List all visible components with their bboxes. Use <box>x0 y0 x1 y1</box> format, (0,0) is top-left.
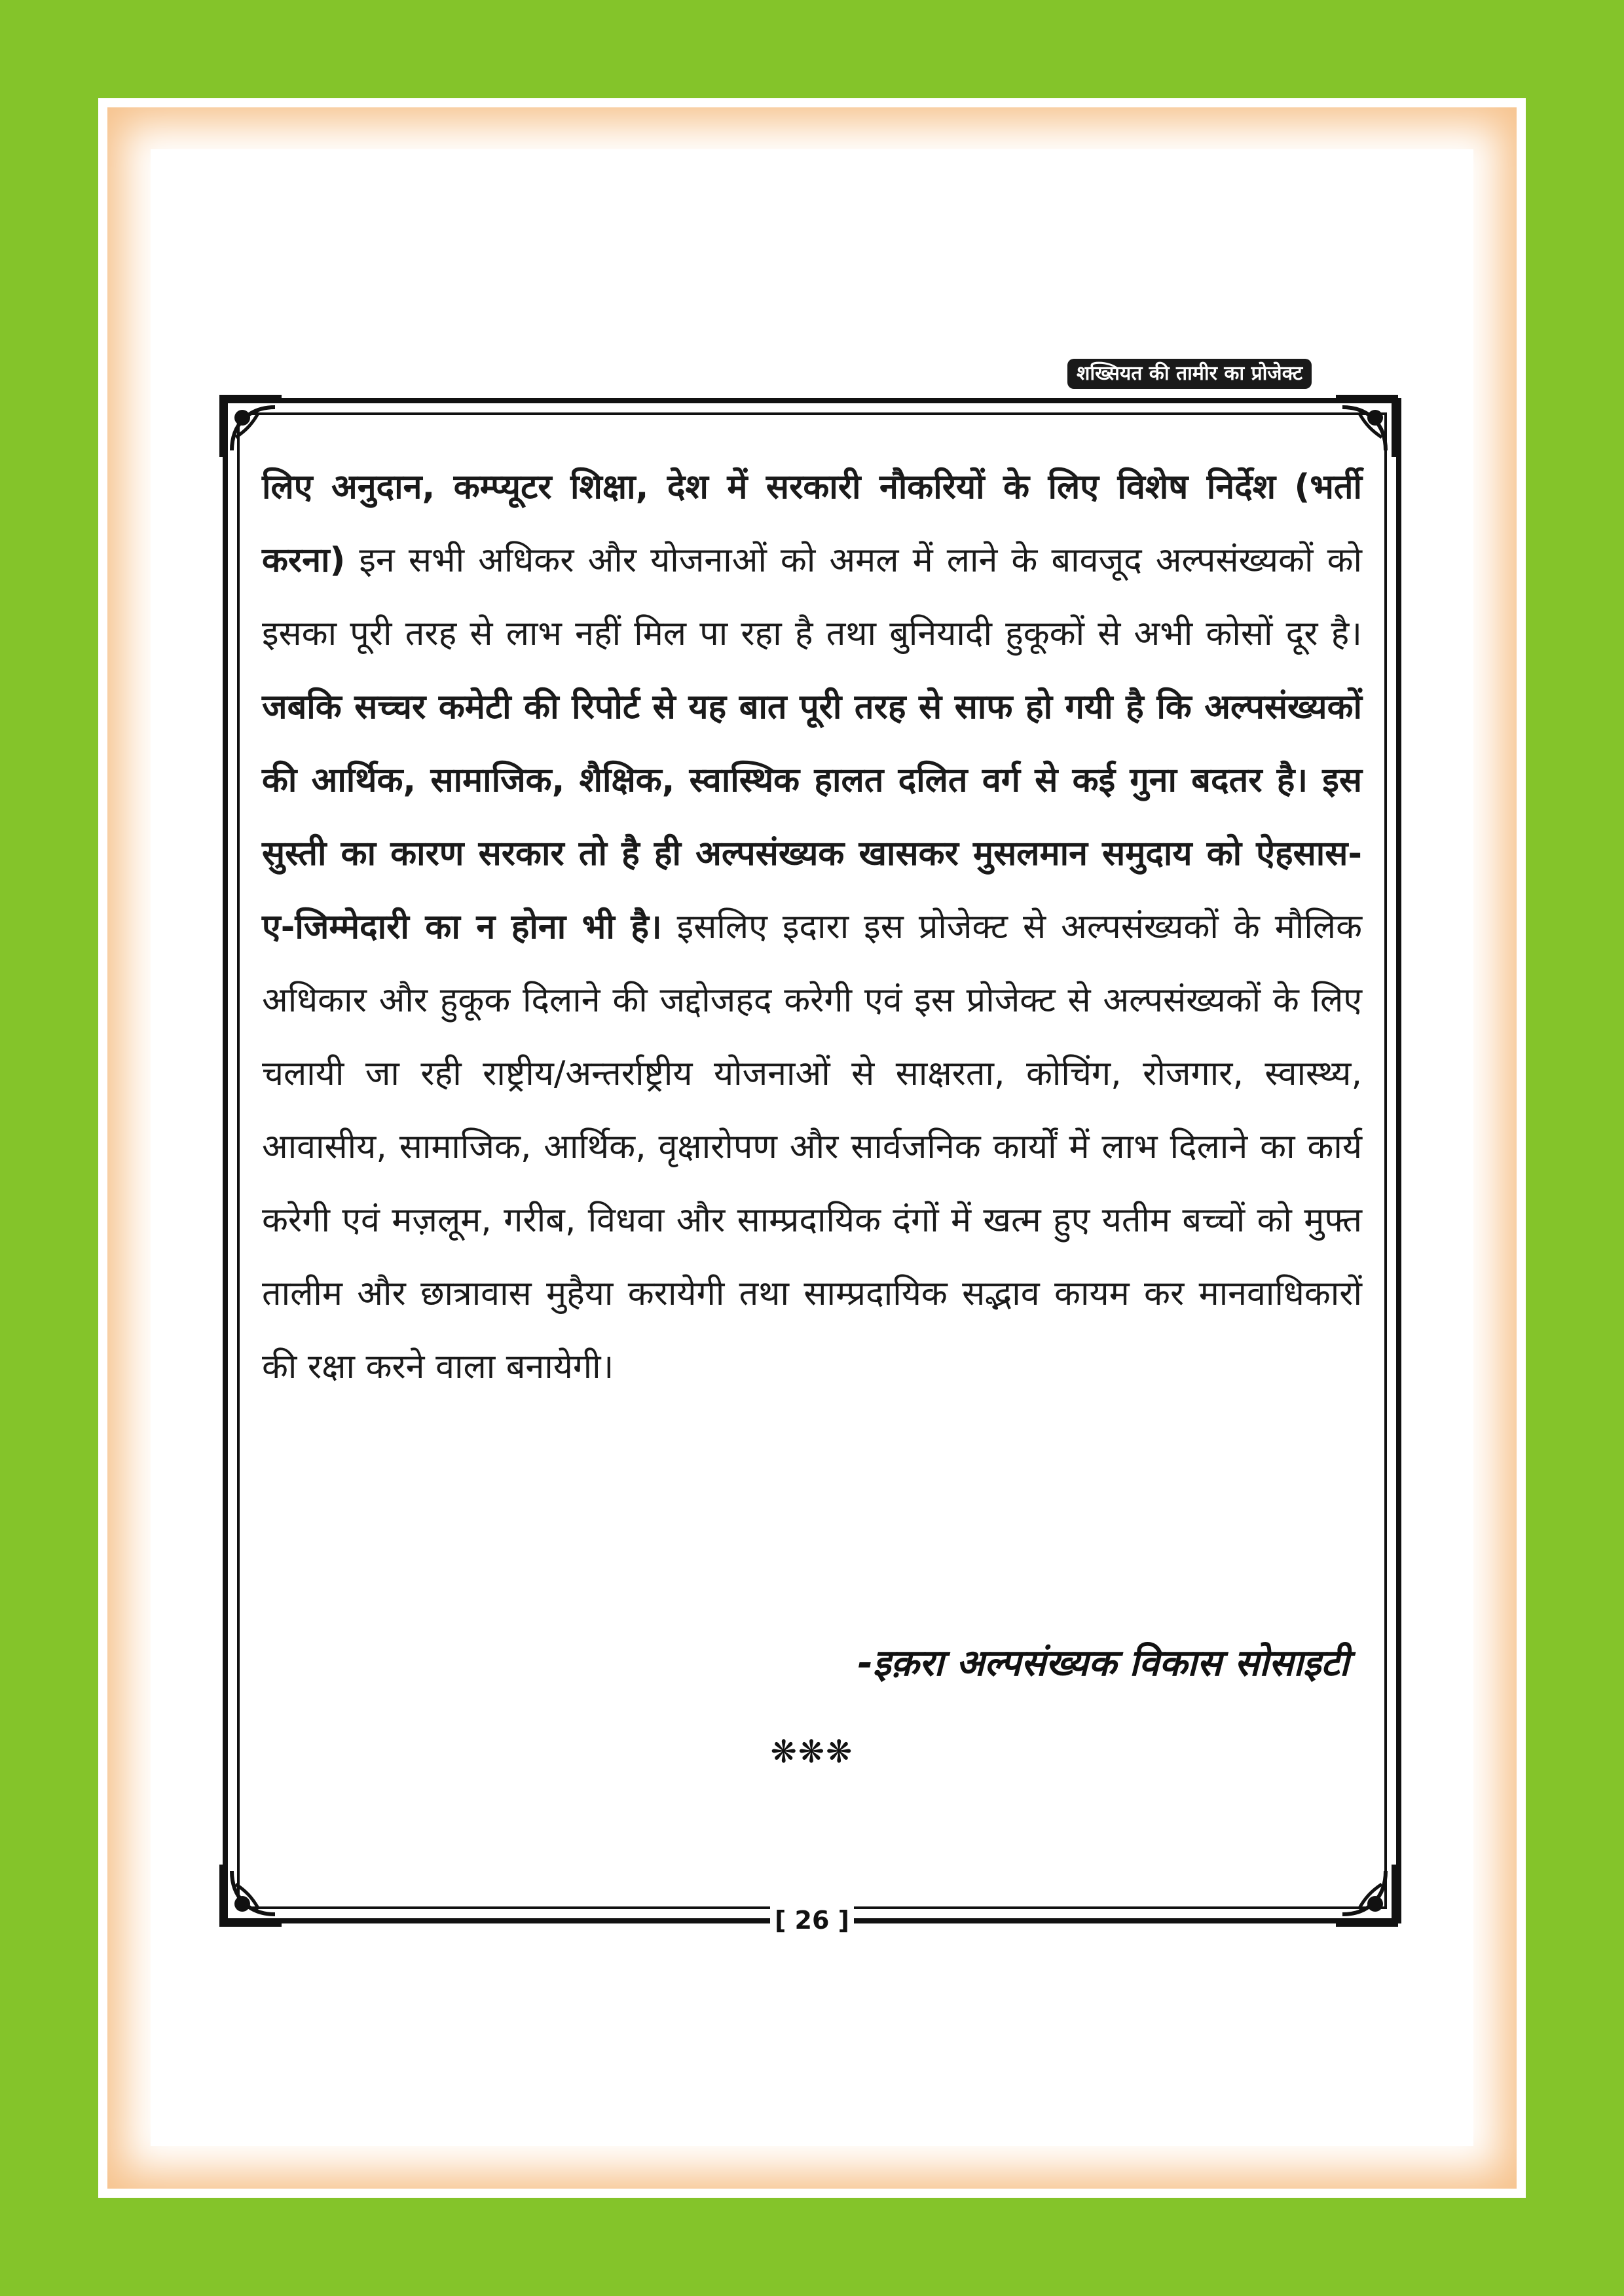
corner-ornament-icon <box>216 1858 288 1930</box>
body-paragraph <box>262 450 1362 1404</box>
running-title: शख्सियत की तामीर का प्रोजेक्ट <box>1067 359 1312 389</box>
body-text-segment: इन सभी अधिकर और योजनाओं को अमल में लाने के बावजूद अल्पसंख्यकों को इसका पूरी तरह से लाभ नहीं मिल पा रहा है तथा बुनियादी हुकूकों से अभी कोसों दूर है। <box>262 541 1362 653</box>
body-bold-statement: जबकि सच्चर कमेटी की रिपोर्ट से यह बात पूरी तरह से साफ हो गयी है कि अल्पसंख्यकों की आर्थिक, सामाजिक, शैक्षिक, स्वास्थिक हालत दलित वर्ग से कई गुना बदतर है। इस सुस्ती का कारण सरकार तो है ही अल्पसंख्यक खासकर मुसलमान समुदाय को ऐहसास-ए-जिम्मेदारी का न होना भी है। <box>262 687 1362 947</box>
signature: -इक़रा अल्पसंख्यक विकास सोसाइटी <box>857 1642 1349 1685</box>
body-bold-intro: लिए अनुदान, कम्प्यूटर शिक्षा, देश में सरकारी नौकरियों के लिए विशेष निर्देश (भर्ती करना) <box>262 467 1362 580</box>
corner-ornament-icon <box>1329 1858 1401 1930</box>
section-end-ornament: ❋❋❋ <box>770 1734 854 1770</box>
page-number: [ 26 ] <box>770 1904 854 1937</box>
body-text-segment: इसलिए इदारा इस प्रोजेक्ट से अल्पसंख्यकों के मौलिक अधिकार और हुकूक दिलाने की जद्दोजहद करेगी एवं इस प्रोजेक्ट से अल्पसंख्यकों के लिए चलायी जा रही राष्ट्रीय/अन्तर्राष्ट्रीय योजनाओं से साक्षरता, कोचिंग, रोजगार, स्वास्थ्य, आवासीय, सामाजिक, आर्थिक, वृक्षारोपण और सार्वजनिक कार्यों में लाभ दिलाने का कार्य करेगी एवं मज़लूम, गरीब, विधवा और साम्प्रदायिक दंगों में खत्म हुए यतीम बच्चों को मुफ्त तालीम और छात्रावास मुहैया करायेगी तथा साम्प्रदायिक सद्भाव कायम कर मानवाधिकारों की रक्षा करने वाला बनायेगी। <box>262 907 1362 1387</box>
